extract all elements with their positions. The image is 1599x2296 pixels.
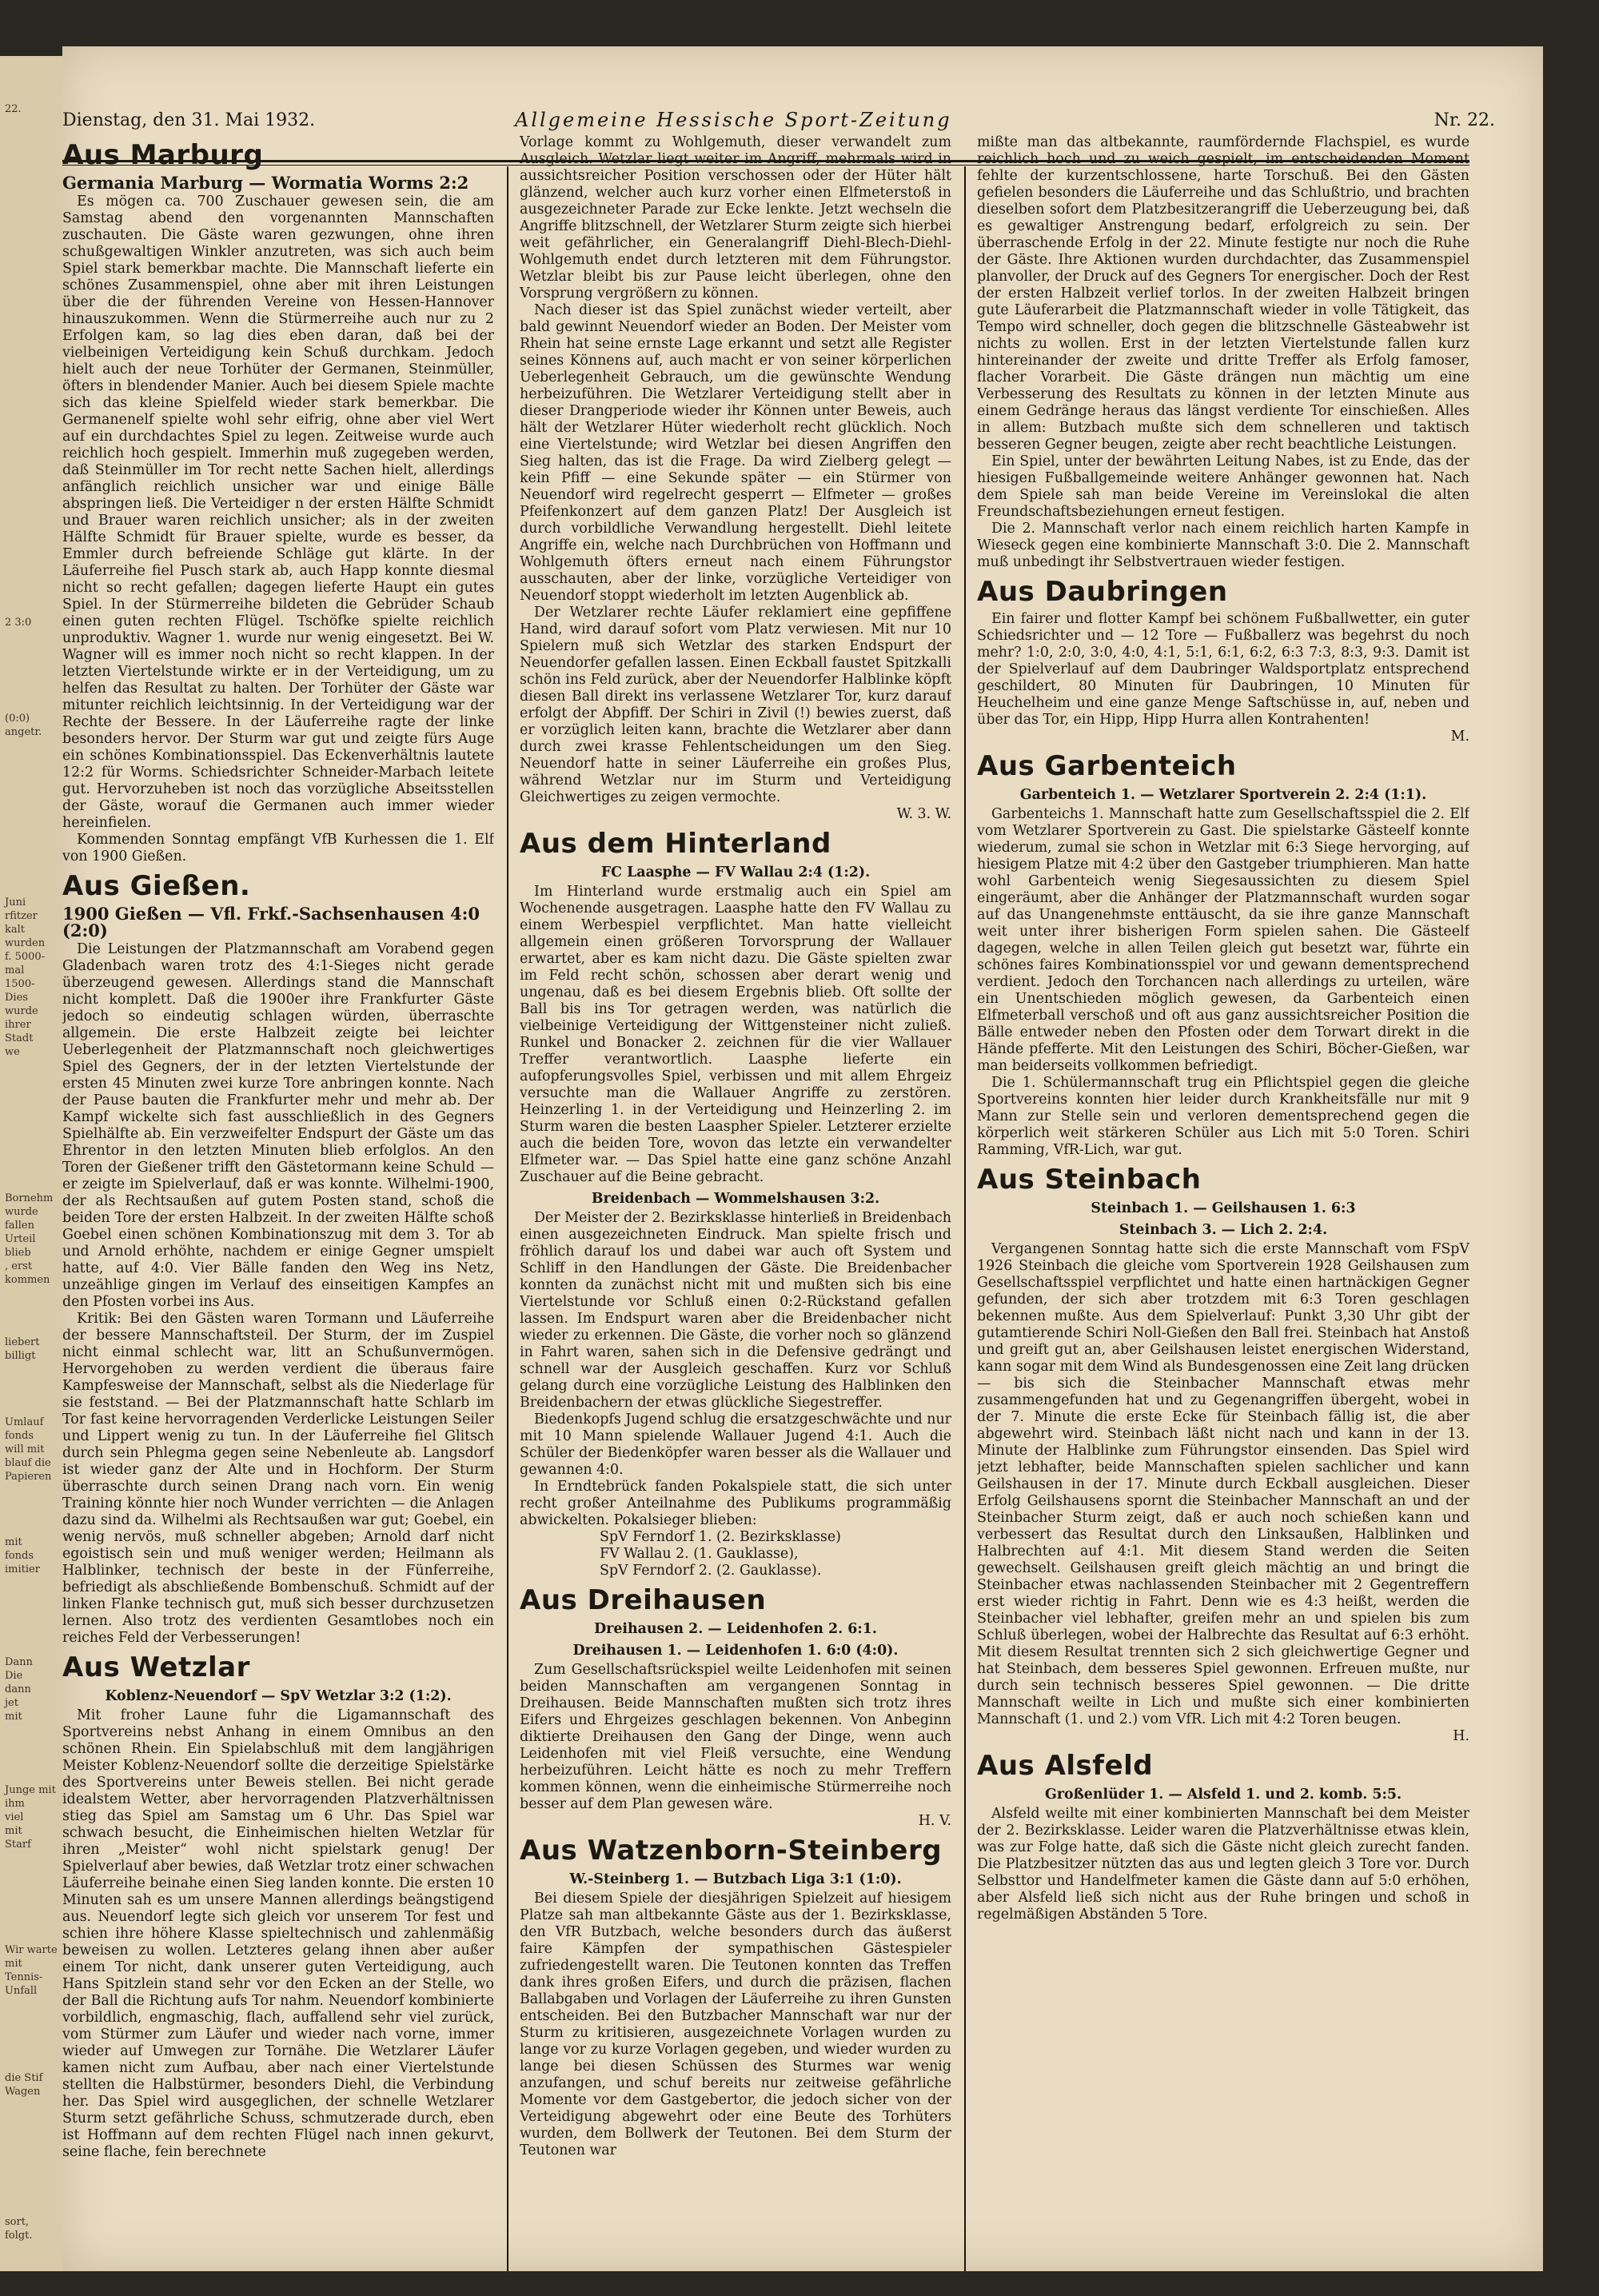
column-3 [977,134,1469,2246]
article-paragraph: Es mögen ca. 700 Zuschauer gewesen sein, die am Samstag abend den vorgenannten Mannschaften zuschauten. Die Gäste waren gezwungen, ohne ihren schußgewaltigen Winkler anzutreten, was sich auch beim Spiel stark bemerkbar machte. Die Mannschaft lieferte ein schönes Zusammenspiel, ohne aber mit ihren Leistungen über die der führenden Vereine von Hessen-Hannover hinauszukommen. Wenn die Stürmerreihe auch nur zu 2 Erfolgen kam, so lag dies eben daran, daß bei der vielbeinigen Verteidigung kein Schuß durchkam. Jedoch hielt auch der neue Torhüter der Germanen, Steinmüller, öfters in blendender Manier. Auch bei diesem Spiele machte sich das kleine Spielfeld wieder stark bemerkbar. Die Germanenelf spielte wohl sehr eifrig, ohne aber viel Wert auf ein durchdachtes Spiel zu legen. Zeitweise wurde auch reichlich hoch gespielt. Immerhin muß zugegeben werden, daß Steinmüller im Tor recht nette Sachen hielt, allerdings anfänglich reichlich unsicher war und einige Bälle abspringen ließ. Die Verteidiger n der ersten Hälfte Schmidt und Brauer waren reichlich unsicher; als in der zweiten Hälfte Schmidt für Brauer spielte, wurde es besser, da Emmler durch befreiende Schläge gut klärte. In der Läuferreihe fiel Pusch stark ab, auch Happ konnte diesmal nicht so recht gefallen; dagegen lieferte Haupt ein gutes Spiel. In der Stürmerreihe bildeten die Gebrüder Schaub einen guten rechten Flügel. Tschöfke spielte reichlich unproduktiv. Wagner 1. wurde nur wenig eingesetzt. Bei W. Wagner will es immer noch nicht so recht klappen. In der letzten Viertelstunde wirkte er in der Verteidigung, um zu helfen das Resultat zu halten. Der Torhüter der Gäste war mitunter reichlich leichtsinnig. In der Verteidigung war der Rechte der Bessere. In der Läuferreihe ragte der linke besonders hervor. Der Sturm war gut und zeigte fürs Auge ein schönes Kombinationsspiel. Das Eckenverhältnis lautete 12:2 für Worms. Schiedsrichter Schneider-Marbach leitete gut. Hervorzuheben ist noch das vorzügliche Abseitsstellen der Gäste, worauf die Germanen auch immer wieder hereinfielen. [62,194,494,831]
author-signature: M. [1450,729,1469,745]
column-2 [520,134,951,2246]
article-paragraph: Kritik: Bei den Gästen waren Tormann und Läuferreihe der bessere Mannschaftsteil. Der Sturm, der im Zuspiel nicht einmal schlecht war, litt an Schußunvermögen. Hervorgehoben zu werden verdient die überaus faire Kampfesweise der Mannschaft, selbst als die Niederlage für sie feststand. — Bei der Platzmannschaft hatte Schlarb im Tor fast keine hervorragenden Verderlicke Leistungen Seiler und Lippert wenig zu tun. In der Läuferreihe fiel Glitsch durch sein Phlegma gegen seine Nebenleute ab. Langsdorf ist wieder ganz der Alte und in Hochform. Der Sturm überraschte durch seinen Drang nach vorn. Ein wenig Training könnte hier noch Wunder verrichten — die Anlagen dazu sind da. Wilhelmi als Rechtsaußen war gut; Goebel, ein wenig nervös, muß schneller abgeben; Arnold darf nicht egoistisch sein und muß weniger werden; Heilmann als Halblinker, technisch der beste in der Fünferreihe, befriedigt als abschließende Bombenschuß. Schmidt auf der linken Flanke technisch gut, muß sich besser durchzusetzen lernen. Also trotz des verdienten Gesamtlobes noch ein reiches Feld der Verbesserungen! [62,1311,494,1646]
section-heading-daubringen: Aus Daubringen [977,576,1228,608]
prev-fragment: Dann Die dann jet mit [5,1656,33,1723]
article-paragraph: Der Meister der 2. Bezirksklasse hinterließ in Breidenbach einen ausgezeichneten Eindruck. Man spielte frisch und fröhlich darauf los und dabei war auch oft System und Schliff in den Handlungen der Gäste. Die Breidenbacher konnten da zunächst nicht mit und mußten sich bis eine Viertelstunde vor Schluß einen 0:2-Rückstand gefallen lassen. Im Endspurt waren aber die Breidenbacher nicht wieder zu erkennen. Die Gäste, die vorher noch so glänzend in Fahrt waren, sahen sich in die Defensive gedrängt und schnell war der Ausgleich geschaffen. Kurz vor Schluß gelang durch eine vorzügliche Leistung des Halblinken den Breidenbachern der etwas glückliche Siegestreffer. [520,1210,951,1411]
prev-fragment: Umlauf fonds will mit blauf die Papieren [5,1416,52,1483]
article-paragraph: Ein fairer und flotter Kampf bei schönem Fußballwetter, ein guter Schiedsrichter und — 12 Tore — Fußballerz was begehrst du noch mehr? 1:0, 2:0, 3:0, 4:0, 4:1, 5:1, 6:1, 6:2, 6:3 7:3, 8:3, 9:3. Damit ist der Spielverlauf auf dem Daubringer Waldsportplatz entsprechend geschildert, 80 Minuten für Daubringen, 10 Minuten für Heuchelheim und eine ganze Menge Saftschüsse in, auf, neben und über das Tor, ein Hipp, Hipp Hurra allen Kontrahenten! [977,611,1469,728]
section-heading-marburg: Aus Marburg [62,139,264,171]
author-signature: H. V. [918,1813,951,1829]
article-paragraph: Der Wetzlarer rechte Läufer reklamiert eine gepfiffene Hand, wird darauf sofort vom Platz verwiesen. Mit nur 10 Spielern muß sich Wetzlar des starken Endspurt der Neuendorfer gefallen lassen. Einen Eckball faustet Spitzkalli schön ins Feld zurück, aber der Neuendorfer Halblinke köpft diesen Ball direkt ins verlassene Wetzlarer Tor, kurz darauf erfolgt der Abpfiff. Der Schiri in Zivil (!) bewies zuerst, daß er vorzüglich leiten kann, brachte die Wetzlarer aber dann durch zwei krasse Fehlentscheidungen um den Sieg. Neuendorf hatte in seiner Läuferreihe ein großes Plus, während Wetzlar nur im Sturm und Verteidigung Gleichwertiges zu zeigen vermochte. [520,605,951,805]
prev-fragment: Bornehm wurde fallen Urteil blieb , erst kommen [5,1192,54,1286]
article-paragraph: Im Hinterland wurde erstmalig auch ein Spiel am Wochenende ausgetragen. Laasphe hatte den FV Wallau zu einem Werbespiel verpflichtet. Man hatte vielleicht allgemein einen größeren Torvorsprung der Wallauer erwartet, aber es kam nicht dazu. Die Gäste spielten zwar im Feld recht schön, schossen aber derart wenig und ungenau, daß es bei diesem Ergebnis blieb. Oft sollte der Ball bis ins Tor getragen werden, was natürlich die vielbeinige Verteidigung der Wittgensteiner nicht zuließ. Runkel und Bonacker 2. zeichnen für die vier Wallauer Treffer verantwortlich. Laasphe lieferte ein aufopferungsvolles Spiel, verbissen und mit allem Ehrgeiz versuchte man die Wallauer Angriffe zu zerstören. Heinzerling 1. in der Verteidigung und Heinzerling 2. im Sturm waren die besten Laaspher Spieler. Letzterer erzielte auch die beiden Tore, wovon das letzte ein verwandelter Elfmeter war. — Das Spiel hatte eine ganz schöne Anzahl Zuschauer auf die Beine gebracht. [520,884,951,1185]
prev-fragment: sort, folgt. [5,2216,33,2242]
match-result: Steinbach 1. — Geilshausen 1. 6:3 [1091,1200,1356,1216]
match-result: Koblenz-Neuendorf — SpV Wetzlar 3:2 (1:2). [105,1688,452,1704]
section-heading-garbenteich: Aus Garbenteich [977,750,1237,782]
match-result: Großenlüder 1. — Alsfeld 1. und 2. komb. 5:5. [1044,1787,1402,1803]
match-result: Steinbach 3. — Lich 2. 2:4. [1119,1222,1328,1238]
match-result: Breidenbach — Wommelshausen 3:2. [591,1191,880,1207]
column-divider [964,166,966,2271]
article-paragraph: Biedenkopfs Jugend schlug die ersatzgeschwächte und nur mit 10 Mann spielende Wallauer Jugend 4:1. Auch die Schüler der Biedenköpfer waren besser als die Wallauer und gewannen 4:0. [520,1412,951,1478]
section-heading-watzenborn: Aus Watzenborn-Steinberg [520,1835,943,1867]
match-result: W.-Steinberg 1. — Butzbach Liga 3:1 (1:0). [569,1871,902,1887]
pokal-winner: SpV Ferndorf 2. (2. Gauklasse). [600,1563,822,1579]
match-result: Dreihausen 2. — Leidenhofen 2. 6:1. [594,1621,877,1637]
match-result: FC Laasphe — FV Wallau 2:4 (1:2). [600,864,871,880]
article-paragraph: mißte man das altbekannte, raumfördernde Flachspiel, es wurde reichlich hoch und zu weich gespielt, im entscheidenden Moment fehlte der kurzentschlossene, harte Torschuß. Bei den Gästen gefielen besonders die Läuferreihe und das Schlußtrio, und brachten dieselben sofort dem Platzbesitzerangriff die Ueberzeugung bei, daß es gewaltiger Anstrengung bedarf, erfolgreich zu sein. Der überraschende Erfolg in der 22. Minute festigte nur noch die Ruhe der Gäste. Ihre Aktionen wurden durchdachter, das Zusammenspiel planvoller, der Druck auf des Gegners Tor energischer. Doch der Rest der ersten Halbzeit verlief torlos. In der zweiten Halbzeit bringen gute Läuferarbeit die Platzmannschaft wieder in volle Tätigkeit, das Tempo wird schneller, doch gegen die blitzschnelle Gästeabwehr ist nichts zu wollen. Erst in der letzten Viertelstunde fallen kurz hintereinander der zweite und dritte Treffer als Erfolg famoser, flacher Vorarbeit. Die Gäste drängen nun mächtig um eine Verbesserung des Resultats zu können in der letzten Minute aus einem Gedränge heraus das längst verdiente Tor einschießen. Alles in allem: Butzbach mußte sich dem schnelleren und taktisch besseren Gegner beugen, zeigte aber recht beachtliche Leistungen. [977,134,1469,453]
section-heading-hinterland: Aus dem Hinterland [520,828,831,860]
match-result: Germania Marburg — Wormatia Worms 2:2 [62,173,469,193]
author-signature: H. [1453,1728,1469,1744]
article-paragraph: Bei diesem Spiele der diesjährigen Spielzeit auf hiesigem Platze sah man altbekannte Gäste aus der 1. Bezirksklasse, den VfR Butzbach, welche besonders durch das äußerst faire Kämpfen der sympathischen Gästespieler zufriedengestellt waren. Die Teutonen konnten das Treffen dank ihres großen Eifers, und durch die präzisen, flachen Ballabgaben und Vorlagen der Läuferreihe zu ihren Gunsten entscheiden. Bei den Butzbacher Mannschaft war nur der Sturm zu kritisieren, ausgezeichnete Vorlagen wurden zu lange vor zu kurze Vorlagen gegeben, und wieder wurden zu lange bei diesen Schüssen des Sturmes war wenig anzufangen, und schuf bereits nur zeitweise gefährliche Momente vor dem Gastgebertor, die jedoch sicher von der Verteidigung abgewehrt oder eine Beute des Torhüters wurden, dem Bollwerk der Teutonen. Bei dem Sturm der Teutonen war [520,1891,951,2158]
match-result: Garbenteich 1. — Wetzlarer Sportverein 2. 2:4 (1:1). [1019,787,1427,803]
article-paragraph: Die 2. Mannschaft verlor nach einem reichlich harten Kampfe in Wieseck gegen eine kombinierte Mannschaft 3:0. Die 2. Mannschaft muß unbedingt ihr Selbstvertrauen wieder festigen. [977,521,1469,570]
previous-page-edge [0,56,65,2271]
article-paragraph: Die Leistungen der Platzmannschaft am Vorabend gegen Gladenbach waren trotz des 4:1-Sieges nicht gerade überzeugend gewesen. Allerdings stand die Mannschaft nicht komplett. Daß die 1900er ihre Frankfurter Gäste jedoch so eindeutig schlagen würden, überraschte allgemein. Die erste Halbzeit zeigte bei leichter Ueberlegenheit der Platzmannschaft noch gleichwertiges Spiel des Gegners, der in der letzten Viertelstunde der ersten 45 Minuten zwei kurze Tore anbringen konnte. Nach der Pause bauten die Frankfurter mehr und mehr ab. Der Kampf wickelte sich fast ausschließlich in des Gegners Spielhälfte ab. Ein verzweifelter Endspurt der Gäste um das Ehrentor in den letzten Minuten blieb erfolglos. An den Toren der Gießener trifft den Gästetormann keine Schuld — er zeigte im Spielverlauf, daß er was konnte. Wilhelmi-1900, der als Rechtsaußen auf gutem Posten stand, schoß die beiden Tore der ersten Halbzeit. In der zweiten Hälfte schoß Goebel einen schönen Kombinationszug mit dem 3. Tor ab und Arnold erhöhte, nachdem er einige Gegner umspielt hatte, auf 4:0. Vier Bälle fanden den Weg ins Netz, unzeählige gingen im Verlauf des einseitigen Kampfes an den Pfosten vorbei ins Aus. [62,941,494,1310]
section-heading-wetzlar: Aus Wetzlar [62,1651,250,1683]
pokal-winner: FV Wallau 2. (1. Gauklasse), [600,1546,799,1562]
article-paragraph: In Erndtebrück fanden Pokalspiele statt, die sich unter recht großer Anteilnahme des Publikums programmäßig abwickelten. Pokalsieger blieben: [520,1479,951,1528]
pokal-winner: SpV Ferndorf 1. (2. Bezirksklasse) [600,1529,841,1545]
article-paragraph: Nach dieser ist das Spiel zunächst wieder verteilt, aber bald gewinnt Neuendorf wieder an Boden. Der Meister vom Rhein hat seine ernste Lage erkannt und setzt alle Register seines Könnens auf, auch macht er von seiner körperlichen Ueberlegenheit Gebrauch, um die gewünschte Wendung herbeizuführen. Die Wetzlarer Verteidigung stellt aber in dieser Drangperiode wieder ihr Können unter Beweis, auch hält der Wetzlarer Hüter wiederholt recht glücklich. Noch eine Viertelstunde; wird Wetzlar bei diesen Angriffen den Sieg halten, das ist die Frage. Da wird Zielberg gelegt — kein Pfiff — eine Sekunde später — ein Stürmer von Neuendorf wird regelrecht gesperrt — Elfmeter — großes Pfeifenkonzert auf dem ganzen Platz! Der Ausgleich ist durch vorbildliche Verwandlung hergestellt. Diehl leitete Angriffe ein, welche nach Durchbrüchen von Hoffmann und Wohlgemuth öfters erneut nach einem Führungstor ausschauten, aber der linke, vorzügliche Verteidiger von Neuendorf stoppt wiederholt im letzten Augenblick ab. [520,302,951,604]
newspaper-title: Allgemeine Hessische Sport-Zeitung [515,109,952,131]
author-signature: W. 3. W. [896,806,951,822]
section-heading-steinbach: Aus Steinbach [977,1164,1202,1196]
newspaper-page [62,46,1543,2271]
masthead [62,106,1543,138]
section-heading-giessen: Aus Gießen. [62,870,251,902]
article-paragraph: Die 1. Schülermannschaft trug ein Pflichtspiel gegen die gleiche Sportvereins konnten hier leider durch Krankheitsfälle nur mit 9 Mann zur Stelle sein und verloren dementsprechend gegen die körperlich weit stärkeren Schüler aus Lich mit 5:0 Toren. Schiri Ramming, VfR-Lich, war gut. [977,1075,1469,1158]
column-1 [62,134,494,2246]
article-paragraph: Kommenden Sonntag empfängt VfB Kurhessen die 1. Elf von 1900 Gießen. [62,832,494,864]
prev-fragment: Juni rfitzer kalt wurden f. 5000- mal 1500- Dies wurde ihrer Stadt we [5,896,46,1058]
article-paragraph: Vorlage kommt zu Wohlgemuth, dieser verwandelt zum Ausgleich. Wetzlar liegt weiter im Angriff, mehrmals wird in aussichtsreicher Position verschossen oder der Hüter hält glänzend, welcher auch kurz vorher einen Elfmeterstoß in ausgezeichneter Parade zur Ecke lenkte. Jetzt wechseln die Angriffe blitzschnell, der Wetzlarer Sturm zeigte sich hierbei weit gefährlicher, ein Generalangriff Diehl-Blech-Diehl-Wohlgemuth endet durch letzteren mit dem Führungstor. Wetzlar bleibt bis zur Pause leicht überlegen, ohne den Vorsprung vergrößern zu können. [520,134,951,301]
article-paragraph: Vergangenen Sonntag hatte sich die erste Mannschaft vom FSpV 1926 Steinbach die gleiche vom Sportverein 1928 Geilshausen zum Gesellschaftsspiel verpflichtet und hatte einen hartnäckigen Gegner gefunden, der sich aber trotzdem mit 6:3 Toren geschlagen bekennen mußte. Aus dem Spielverlauf: Punkt 3,30 Uhr gibt der gutamtierende Schiri Noll-Gießen den Ball frei. Steinbach hat Anstoß und greift gut an, aber Geilshausen leistet energischen Widerstand, kann sogar mit dem Wind als Bundesgenossen eine Zeit lang drücken — bis sich die Steinbacher Mannschaft etwas mehr zusammengefunden hat und zu Gegenangriffen übergeht, wobei in der 7. Minute die erste Ecke für Steinbach fällig ist, die aber abgewehrt wird. Steinbach läßt nicht nach und kann in der 13. Minute der Halblinke zum Führungstor einsenden. Das Spiel wird jetzt lebhafter, beide Mannschaften spielen sachlicher und kann Geilshausen in der 17. Minute durch Eckball ausgleichen. Dieser Erfolg Geilshausens spornt die Steinbacher Mannschaft an und der Steinbacher Sturm zeigt, daß er auch noch schießen kann und verbessert das Resultat durch den Linksaußen, Halblinken und Halbrechten auf 4:1. Mit diesem Stand werden die Seiten gewechselt. Geilshausen greift gleich mächtig an und bringt die Steinbacher etwas nachlassenden Steinbacher mit 2 Gegentreffern erst wieder richtig in Fahrt. Denn wie es 4:3 heißt, werden die Steinbacher viel lebhafter, greifen mehr an und spielen bis zum Schluß überlegen, wobei der Halbrechte das Resultat auf 6:3 erhöht. Mit diesem Resultat trennten sich 2 sich gleichwertige Gegner und hat Steinbach, dem besseres Spiel gewonnen. Erfreuen mußte, nur durch sein technisch besseres Spiel gewonnen. — Die dritte Mannschaft weilte in Lich und mußte sich einer kombinierten Mannschaft (1. und 2.) vom VfR. Lich mit 4:2 Toren beugen. [977,1241,1469,1727]
prev-fragment: (0:0) angetr. [5,713,42,738]
section-heading-alsfeld: Aus Alsfeld [977,1750,1154,1782]
issue-number: Nr. 22. [1434,110,1495,130]
article-paragraph: Ein Spiel, unter der bewährten Leitung Nabes, ist zu Ende, das der hiesigen Fußballgemeinde weitere Anhänger gewonnen hat. Nach dem Spiele sah man beide Vereine im Vereinslokal die alten Freundschaftsbeziehungen erneut festigen. [977,453,1469,520]
issue-date: Dienstag, den 31. Mai 1932. [62,110,316,130]
prev-fragment: die Stif Wagen [5,2072,43,2098]
prev-fragment: liebert billigt [5,1336,40,1362]
prev-fragment: mit fonds imitier [5,1536,40,1575]
match-result: 1900 Gießen — Vfl. Frkf.-Sachsenhausen 4:0 (2:0) [62,904,480,940]
article-paragraph: Zum Gesellschaftsrückspiel weilte Leidenhofen mit seinen beiden Mannschaften am vergangenen Sonntag in Dreihausen. Beide Mannschaften mußten sich trotz ihres Eifers und Ehrgeizes geschlagen bekennen. Von Anbeginn diktierte Dreihausen den Gang der Dinge, wenn auch Leidenhofen mit viel Fleiß versuchte, eine Wendung herbeizuführen. Leicht hätte es noch zu mehr Treffern kommen können, wenn die einheimische Stürmerreihe noch besser auf dem Plan gewesen wäre. [520,1662,951,1812]
article-paragraph: Alsfeld weilte mit einer kombinierten Mannschaft bei dem Meister der 2. Bezirksklasse. Leider waren die Platzverhältnisse etwas klein, was zur Folge hatte, daß sich die Gäste nicht gleich zurecht fanden. Die Platzbesitzer nützten das aus und legten gleich 3 Tore vor. Durch Selbsttor und Handelfmeter kamen die Gäste dann auf 5:0 erhöhen, aber Alsfeld ließ sich nicht aus der Ruhe bringen und schoß in regelmäßigen Abständen 5 Tore. [977,1806,1469,1923]
article-paragraph: Garbenteichs 1. Mannschaft hatte zum Gesellschaftsspiel die 2. Elf vom Wetzlarer Sportverein zu Gast. Die spielstarke Gästeelf konnte wiederum, zumal sie schon in Wetzlar mit 6:3 Siege hervorging, auf hiesigem Platze mit 4:2 über den Gastgeber triumphieren. Man hatte wohl Garbenteich wenig Siegesaussichten zu diesem Spiel eingeräumt, aber die Anhänger der Platzmannschaft wurden sogar auf das Unangenehmste enttäuscht, da sie ihre ganze Mannschaft weit unter ihrer bisherigen Form spielen sahen. Die Gästeelf dagegen, welche in allen Teilen gleich gut besetzt war, führte ein schönes faires Kombinationsspiel vor und gewann dementsprechend verdient. Jedoch den Torchancen nach allerdings zu urteilen, wäre ein Unentschieden möglich gewesen, da Garbenteich einen Elfmeterball verschoß und oft aus ganz aussichtsreicher Position die Bälle entweder neben den Pfosten oder dem Torwart direkt in die Hände pfefferte. Mit den Leistungen des Schiri, Böcher-Gießen, war man beiderseits vollkommen befriedigt. [977,806,1469,1074]
column-divider [507,166,508,2271]
prev-fragment: Junge mit ihm viel mit Starf [5,1784,56,1851]
prev-fragment: 2 3:0 [5,617,32,629]
match-result: Dreihausen 1. — Leidenhofen 1. 6:0 (4:0). [572,1643,899,1659]
section-heading-dreihausen: Aus Dreihausen [520,1584,767,1616]
prev-fragment: Wir warte mit Tennis- Unfall [5,1944,58,1997]
article-paragraph: Mit froher Laune fuhr die Ligamannschaft des Sportvereins nebst Anhang in einem Omnibus an den schönen Rhein. Ein Spielabschluß mit dem langjährigen Meister Koblenz-Neuendorf sollte die derzeitige Spielstärke des Sportvereins unter Beweis stellen. Bei nicht gerade idealstem Wetter, aber hervorragenden Platzverhältnissen stieg das Spiel am Samstag um 6 Uhr. Das Spiel war schwach besucht, die Einheimischen hielten Wetzlar für ihren „Meister“ wohl nicht spielstark genug! Der Spielverlauf aber bewies, daß Wetzlar trotz einer schwachen Läuferreihe beinahe einen Sieg landen konnte. Die ersten 10 Minuten sah es um unsere Mannen allerdings beängstigend aus. Neuendorf legte sich gleich vor unserem Tor fest und schien ihre höhere Klasse spieltechnisch und zahlenmäßig beweisen zu wollen. Letzteres gelang ihnen aber außer einem Tor nicht, dank unserer guten Verteidigung, auch Hans Spitzlein stand sehr vor den Ecken an der Stelle, wo der Ball die Richtung aufs Tor nahm. Neuendorf kombinierte vorbildlich, engmaschig, flach, auffallend sehr viel zurück, vom Stürmer zum Läufer und wieder nach vorne, immer wieder auf Umwegen zur Tornähe. Die Wetzlarer Läufer kamen nicht zum Aufbau, aber nach einer Viertelstunde stellten die Halbstürmer, besonders Diehl, die Verbindung her. Das Spiel wird ausgeglichen, der schnelle Wetzlarer Sturm setzt gefährliche Schuss, schmutzerade durch, eben ist Hoffmann auf dem rechten Flügel nach innen gekurvt, seine flache, fein berechnete [62,1707,494,2160]
prev-fragment: 22. [5,103,22,115]
